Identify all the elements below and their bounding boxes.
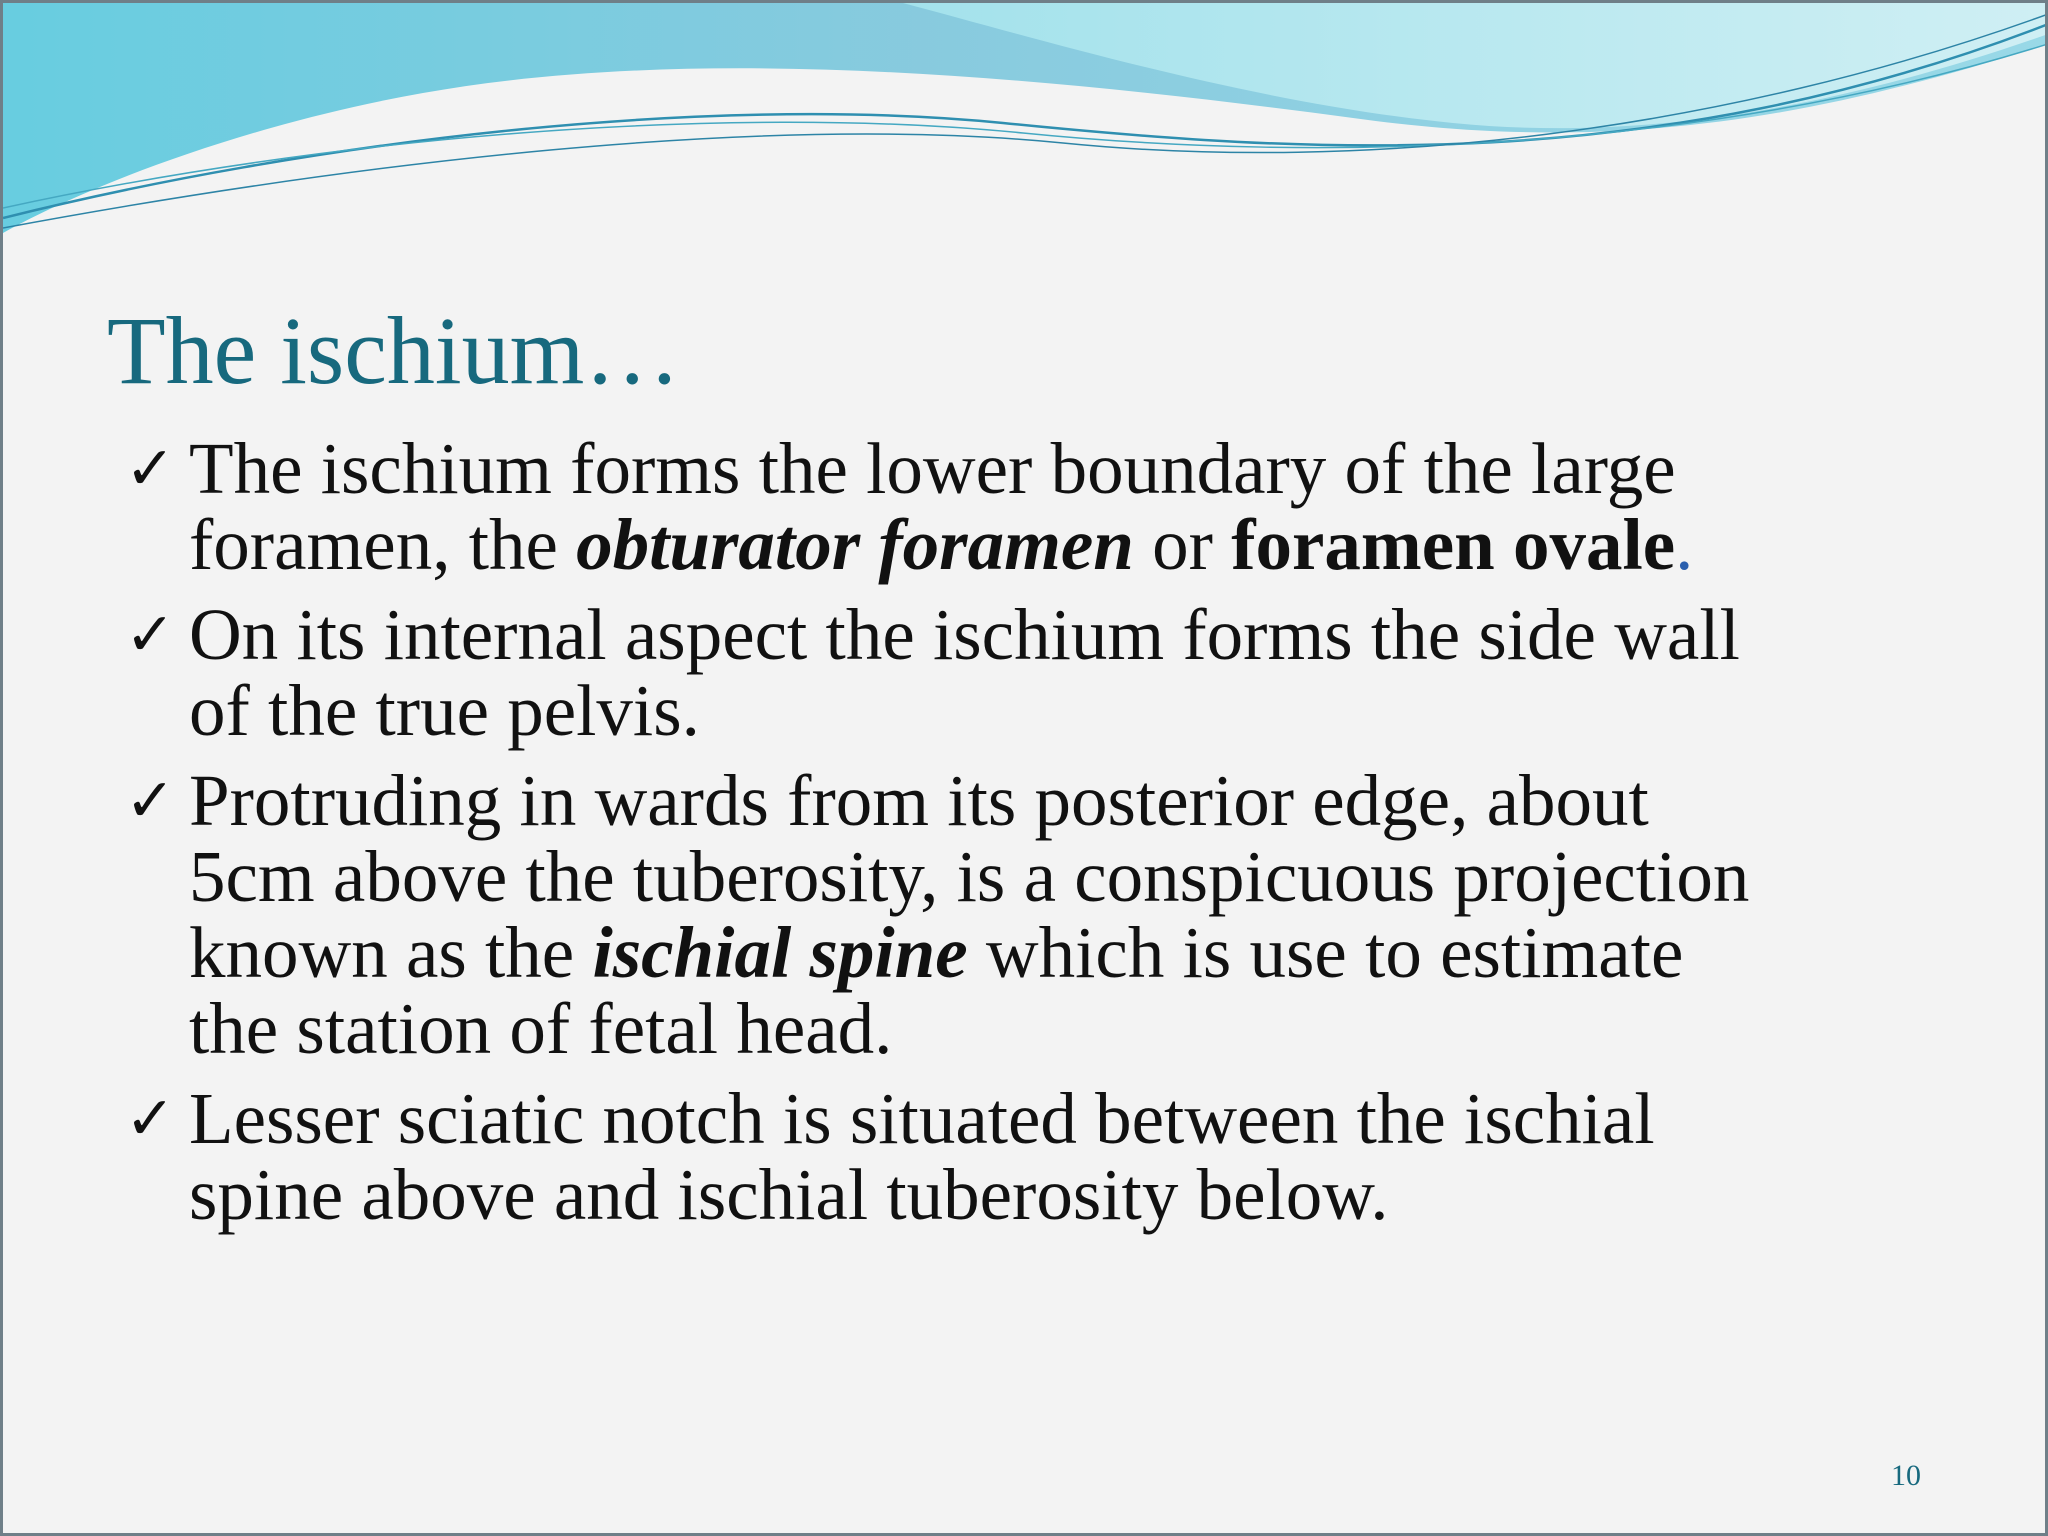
bullet-2-line-2: of the true pelvis.: [189, 670, 700, 751]
check-icon: ✓: [125, 766, 176, 836]
header-wave-decoration: [3, 3, 2048, 243]
bullet-1-text-prefix: foramen, the: [189, 504, 577, 585]
bullet-3-line-3: [189, 912, 1945, 993]
bullet-item-3: [125, 760, 1945, 1069]
bullet-4-line-2: spine above and ischial tuberosity below.: [189, 1154, 1389, 1235]
bullet-3-text-prefix: known as the: [189, 912, 593, 993]
bullet-item-1: [125, 428, 1945, 585]
check-icon: ✓: [125, 1084, 176, 1154]
accent-period: .: [1675, 504, 1694, 585]
bullet-item-2: [125, 594, 1945, 751]
bullet-1-line-2: [189, 504, 1945, 585]
slide-title: The ischium…: [107, 297, 681, 404]
check-icon: ✓: [125, 600, 176, 670]
bullet-3-line-1: Protruding in wards from its posterior edge, about: [189, 760, 1649, 841]
bullet-1-text-middle: or: [1133, 504, 1232, 585]
bullet-4-line-1: Lesser sciatic notch is situated between the ischial: [189, 1078, 1655, 1159]
bullet-list: [125, 428, 1945, 1247]
bullet-item-4: [125, 1078, 1945, 1235]
term-obturator-foramen: obturator foramen: [576, 504, 1134, 585]
bullet-2-line-1: On its internal aspect the ischium forms the side wall: [189, 594, 1740, 675]
page-number: 10: [1891, 1459, 1921, 1492]
term-ischial-spine: ischial spine: [592, 912, 968, 993]
bullet-3-text-suffix: which is use to estimate: [967, 912, 1684, 993]
bullet-1-line-1: The ischium forms the lower boundary of the large: [189, 428, 1676, 509]
bullet-3-line-2: 5cm above the tuberosity, is a conspicuous projection: [189, 836, 1750, 917]
term-foramen-ovale: foramen ovale: [1231, 504, 1676, 585]
check-icon: ✓: [125, 434, 176, 504]
bullet-3-line-4: the station of fetal head.: [189, 988, 893, 1069]
